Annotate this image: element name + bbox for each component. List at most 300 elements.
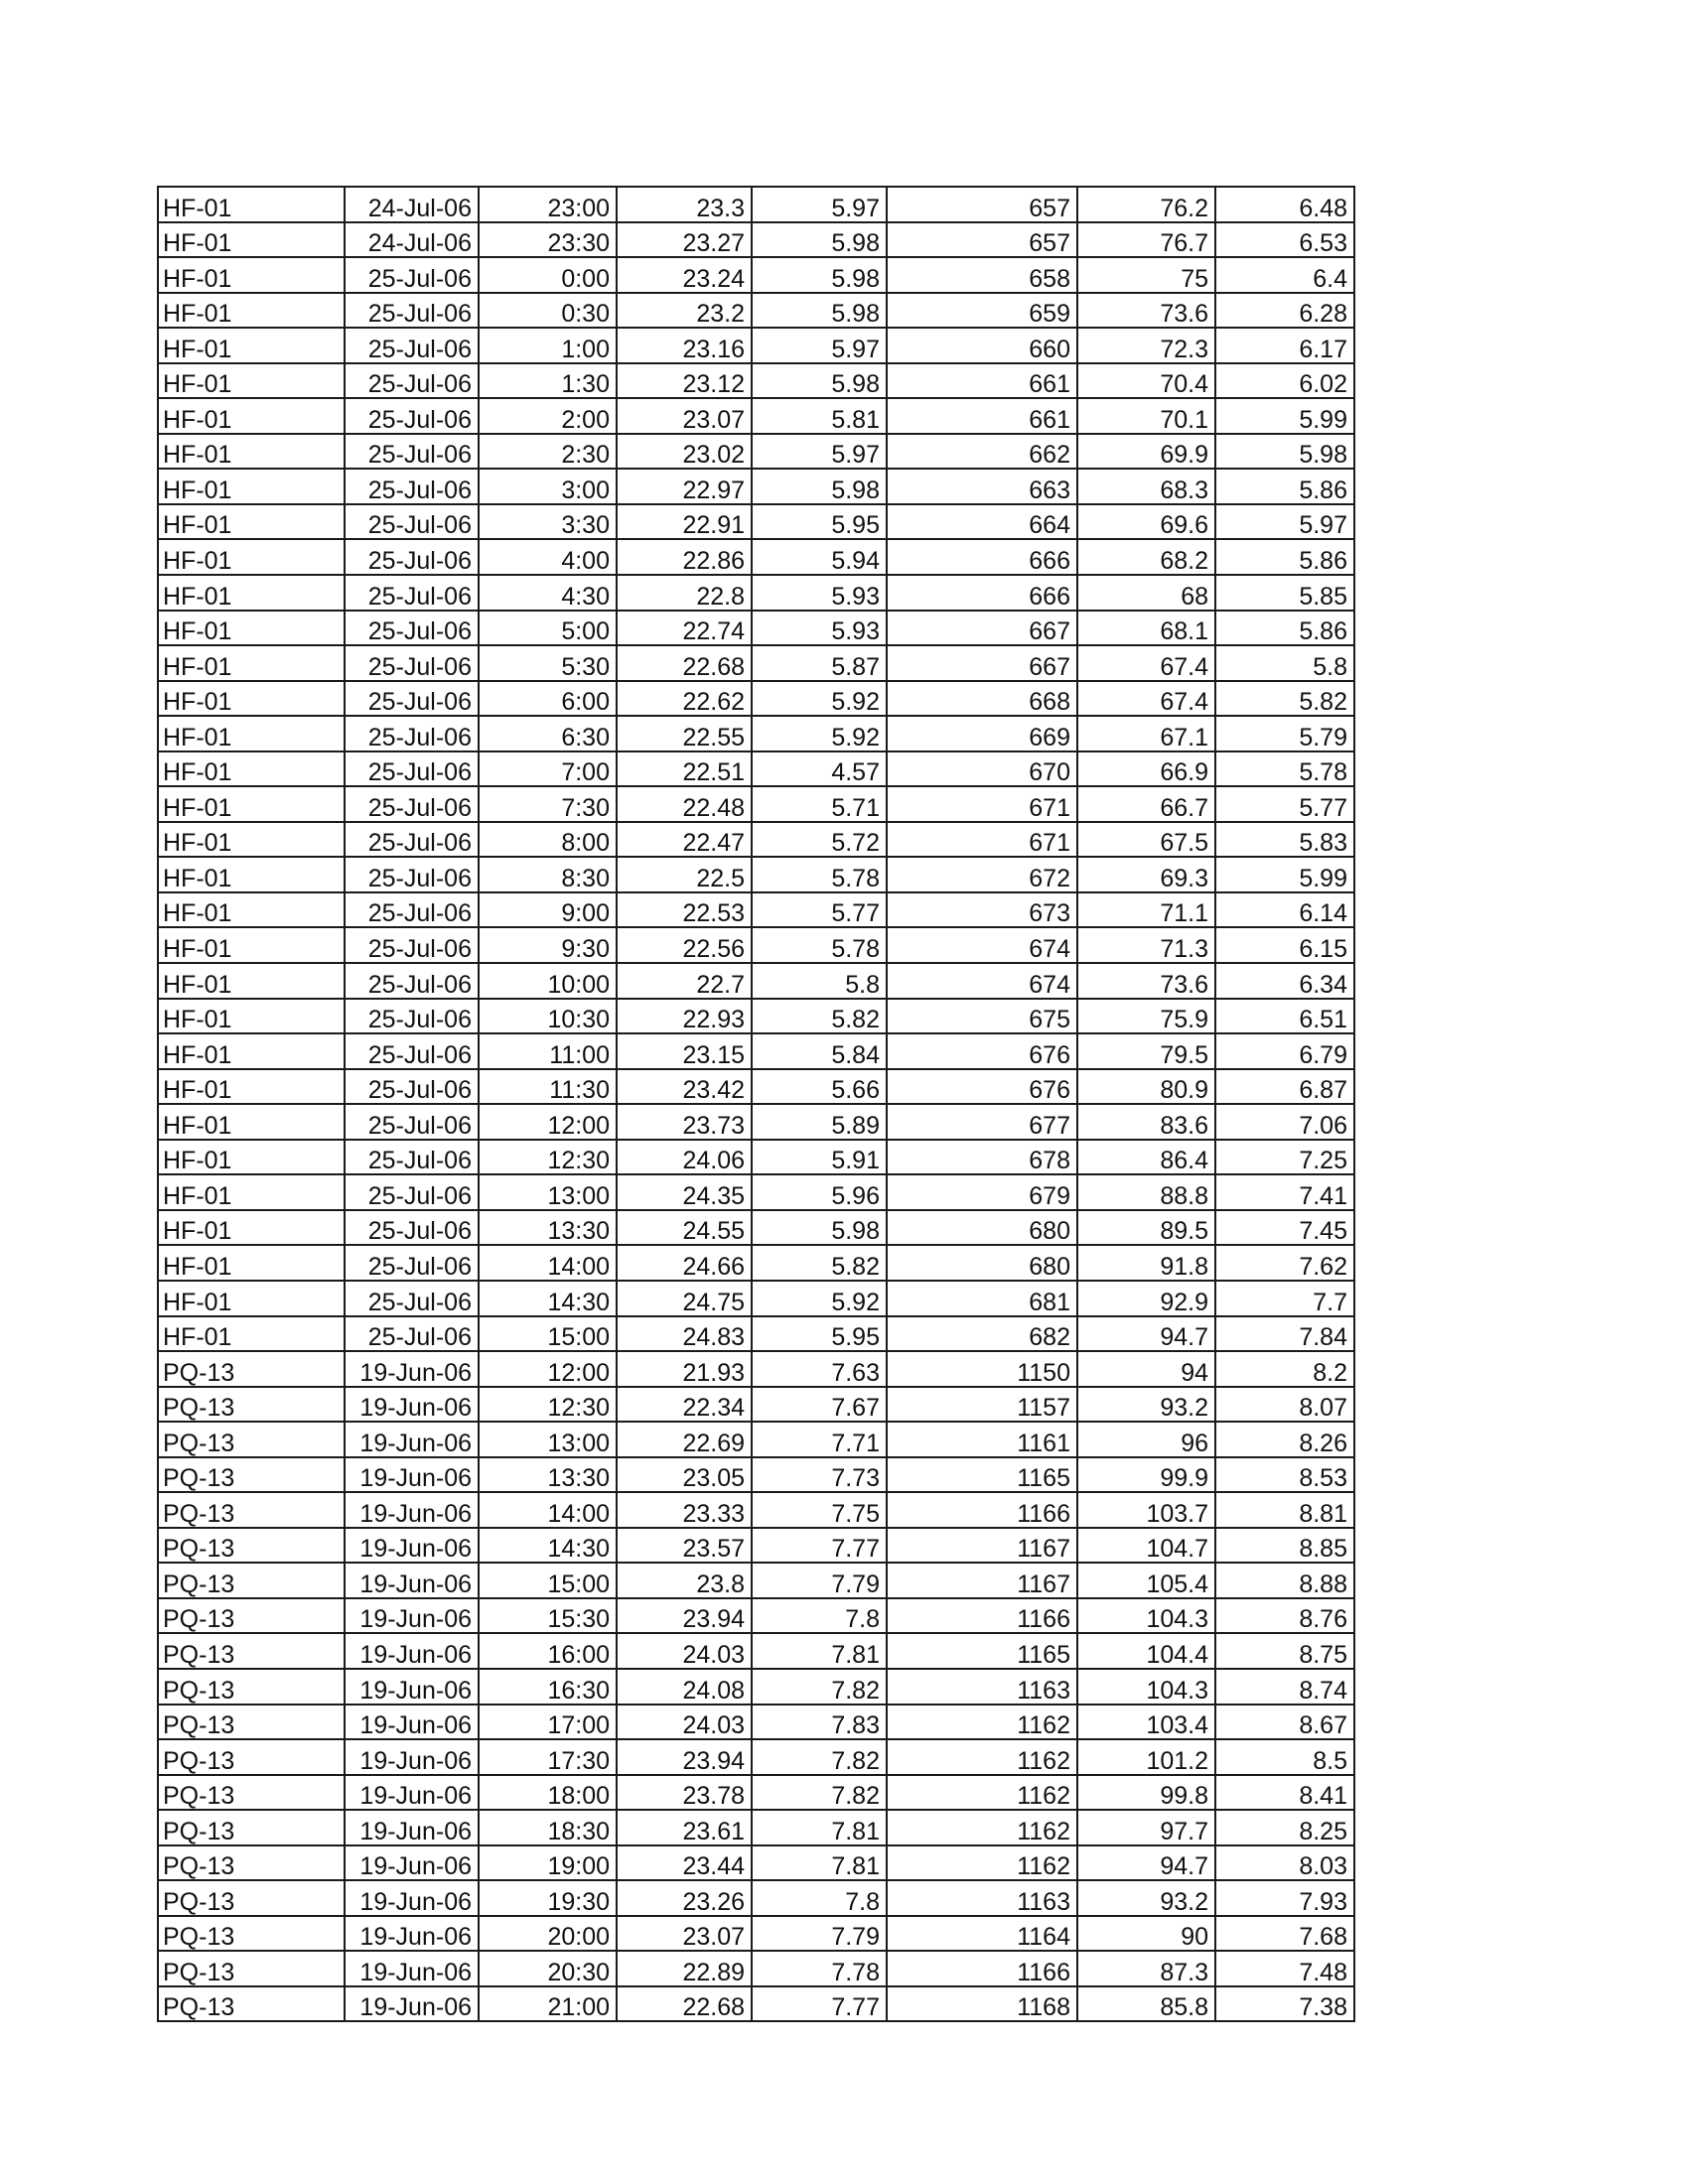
date-cell: 19-Jun-06 [345, 1951, 479, 1986]
value-cell: 7.38 [1215, 1986, 1354, 2022]
table-row [158, 1140, 1354, 1175]
table-row [158, 1775, 1354, 1811]
value-cell: 5.82 [1215, 681, 1354, 717]
table-row [158, 1598, 1354, 1634]
value-cell: 23.3 [617, 187, 752, 222]
value-cell: 6.34 [1215, 963, 1354, 999]
value-cell: 659 [887, 293, 1077, 329]
site-cell: HF-01 [158, 434, 345, 470]
value-cell: 7.63 [752, 1351, 887, 1387]
site-cell: PQ-13 [158, 1845, 345, 1881]
value-cell: 8.67 [1215, 1705, 1354, 1740]
value-cell: 22.68 [617, 1986, 752, 2022]
date-cell: 25-Jul-06 [345, 257, 479, 293]
table-row [158, 257, 1354, 293]
table-row [158, 611, 1354, 646]
value-cell: 22.51 [617, 751, 752, 787]
site-cell: PQ-13 [158, 1492, 345, 1528]
date-cell: 19-Jun-06 [345, 1422, 479, 1457]
value-cell: 1168 [887, 1986, 1077, 2022]
value-cell: 6.15 [1215, 927, 1354, 963]
value-cell: 666 [887, 575, 1077, 611]
time-cell: 14:30 [479, 1281, 617, 1316]
value-cell: 5.99 [1215, 857, 1354, 892]
table-row [158, 822, 1354, 858]
table-row [158, 1069, 1354, 1105]
time-cell: 5:30 [479, 645, 617, 681]
value-cell: 682 [887, 1316, 1077, 1352]
value-cell: 23.61 [617, 1810, 752, 1845]
value-cell: 104.3 [1077, 1598, 1215, 1634]
site-cell: HF-01 [158, 293, 345, 329]
time-cell: 11:30 [479, 1069, 617, 1105]
time-cell: 2:00 [479, 398, 617, 434]
value-cell: 22.89 [617, 1951, 752, 1986]
value-cell: 5.98 [1215, 434, 1354, 470]
value-cell: 73.6 [1077, 963, 1215, 999]
value-cell: 6.02 [1215, 363, 1354, 399]
value-cell: 660 [887, 328, 1077, 363]
date-cell: 25-Jul-06 [345, 328, 479, 363]
value-cell: 1165 [887, 1457, 1077, 1493]
value-cell: 1163 [887, 1669, 1077, 1705]
site-cell: HF-01 [158, 187, 345, 222]
time-cell: 8:00 [479, 822, 617, 858]
value-cell: 678 [887, 1140, 1077, 1175]
table-row [158, 1387, 1354, 1423]
site-cell: HF-01 [158, 751, 345, 787]
date-cell: 25-Jul-06 [345, 469, 479, 504]
time-cell: 21:00 [479, 1986, 617, 2022]
date-cell: 25-Jul-06 [345, 892, 479, 928]
value-cell: 6.51 [1215, 999, 1354, 1034]
time-cell: 12:00 [479, 1104, 617, 1140]
date-cell: 25-Jul-06 [345, 504, 479, 540]
value-cell: 23.15 [617, 1033, 752, 1069]
value-cell: 69.6 [1077, 504, 1215, 540]
value-cell: 4.57 [752, 751, 887, 787]
table-row [158, 539, 1354, 575]
value-cell: 675 [887, 999, 1077, 1034]
value-cell: 6.4 [1215, 257, 1354, 293]
value-cell: 23.05 [617, 1457, 752, 1493]
value-cell: 666 [887, 539, 1077, 575]
date-cell: 19-Jun-06 [345, 1598, 479, 1634]
date-cell: 25-Jul-06 [345, 645, 479, 681]
value-cell: 671 [887, 822, 1077, 858]
value-cell: 23.27 [617, 222, 752, 258]
site-cell: HF-01 [158, 927, 345, 963]
value-cell: 23.26 [617, 1880, 752, 1916]
date-cell: 25-Jul-06 [345, 927, 479, 963]
value-cell: 24.03 [617, 1633, 752, 1669]
value-cell: 96 [1077, 1422, 1215, 1457]
time-cell: 0:00 [479, 257, 617, 293]
value-cell: 5.97 [752, 187, 887, 222]
value-cell: 5.98 [752, 1210, 887, 1246]
time-cell: 8:30 [479, 857, 617, 892]
table-row [158, 1951, 1354, 1986]
value-cell: 5.82 [752, 999, 887, 1034]
date-cell: 25-Jul-06 [345, 1281, 479, 1316]
value-cell: 88.8 [1077, 1174, 1215, 1210]
value-cell: 676 [887, 1033, 1077, 1069]
value-cell: 5.91 [752, 1140, 887, 1175]
value-cell: 7.7 [1215, 1281, 1354, 1316]
table-row [158, 857, 1354, 892]
value-cell: 21.93 [617, 1351, 752, 1387]
value-cell: 68.3 [1077, 469, 1215, 504]
value-cell: 1166 [887, 1492, 1077, 1528]
value-cell: 5.89 [752, 1104, 887, 1140]
value-cell: 23.33 [617, 1492, 752, 1528]
site-cell: HF-01 [158, 328, 345, 363]
site-cell: HF-01 [158, 539, 345, 575]
value-cell: 99.9 [1077, 1457, 1215, 1493]
value-cell: 5.94 [752, 539, 887, 575]
value-cell: 8.07 [1215, 1387, 1354, 1423]
value-cell: 24.75 [617, 1281, 752, 1316]
value-cell: 1157 [887, 1387, 1077, 1423]
value-cell: 7.06 [1215, 1104, 1354, 1140]
value-cell: 69.3 [1077, 857, 1215, 892]
site-cell: PQ-13 [158, 1633, 345, 1669]
value-cell: 22.34 [617, 1387, 752, 1423]
date-cell: 25-Jul-06 [345, 1033, 479, 1069]
value-cell: 5.97 [752, 434, 887, 470]
value-cell: 97.7 [1077, 1810, 1215, 1845]
value-cell: 8.74 [1215, 1669, 1354, 1705]
value-cell: 71.1 [1077, 892, 1215, 928]
value-cell: 5.85 [1215, 575, 1354, 611]
date-cell: 19-Jun-06 [345, 1492, 479, 1528]
date-cell: 25-Jul-06 [345, 681, 479, 717]
site-cell: HF-01 [158, 786, 345, 822]
date-cell: 19-Jun-06 [345, 1633, 479, 1669]
value-cell: 679 [887, 1174, 1077, 1210]
time-cell: 16:00 [479, 1633, 617, 1669]
value-cell: 22.55 [617, 716, 752, 751]
table-row [158, 293, 1354, 329]
site-cell: HF-01 [158, 1069, 345, 1105]
site-cell: HF-01 [158, 1245, 345, 1281]
value-cell: 67.5 [1077, 822, 1215, 858]
value-cell: 22.91 [617, 504, 752, 540]
value-cell: 75.9 [1077, 999, 1215, 1034]
site-cell: HF-01 [158, 611, 345, 646]
value-cell: 1164 [887, 1916, 1077, 1952]
value-cell: 5.96 [752, 1174, 887, 1210]
value-cell: 99.8 [1077, 1775, 1215, 1811]
site-cell: PQ-13 [158, 1528, 345, 1564]
time-cell: 12:00 [479, 1351, 617, 1387]
value-cell: 83.6 [1077, 1104, 1215, 1140]
site-cell: HF-01 [158, 504, 345, 540]
value-cell: 103.7 [1077, 1492, 1215, 1528]
value-cell: 24.66 [617, 1245, 752, 1281]
table-row [158, 187, 1354, 222]
value-cell: 7.84 [1215, 1316, 1354, 1352]
value-cell: 80.9 [1077, 1069, 1215, 1105]
value-cell: 8.25 [1215, 1810, 1354, 1845]
value-cell: 70.4 [1077, 363, 1215, 399]
value-cell: 7.82 [752, 1739, 887, 1775]
value-cell: 661 [887, 363, 1077, 399]
time-cell: 15:00 [479, 1563, 617, 1598]
value-cell: 8.2 [1215, 1351, 1354, 1387]
table-row [158, 1422, 1354, 1457]
value-cell: 7.83 [752, 1705, 887, 1740]
value-cell: 68.2 [1077, 539, 1215, 575]
value-cell: 22.97 [617, 469, 752, 504]
value-cell: 23.24 [617, 257, 752, 293]
site-cell: HF-01 [158, 575, 345, 611]
value-cell: 680 [887, 1210, 1077, 1246]
time-cell: 15:30 [479, 1598, 617, 1634]
value-cell: 22.53 [617, 892, 752, 928]
date-cell: 25-Jul-06 [345, 611, 479, 646]
data-table [157, 186, 1355, 2022]
value-cell: 1150 [887, 1351, 1077, 1387]
table-row [158, 434, 1354, 470]
value-cell: 8.03 [1215, 1845, 1354, 1881]
site-cell: HF-01 [158, 1210, 345, 1246]
value-cell: 87.3 [1077, 1951, 1215, 1986]
value-cell: 94.7 [1077, 1845, 1215, 1881]
table-row [158, 1281, 1354, 1316]
value-cell: 67.4 [1077, 645, 1215, 681]
value-cell: 6.79 [1215, 1033, 1354, 1069]
date-cell: 25-Jul-06 [345, 822, 479, 858]
date-cell: 24-Jul-06 [345, 222, 479, 258]
time-cell: 17:00 [479, 1705, 617, 1740]
site-cell: HF-01 [158, 857, 345, 892]
value-cell: 5.87 [752, 645, 887, 681]
value-cell: 5.77 [1215, 786, 1354, 822]
value-cell: 23.12 [617, 363, 752, 399]
value-cell: 7.25 [1215, 1140, 1354, 1175]
value-cell: 6.14 [1215, 892, 1354, 928]
value-cell: 7.67 [752, 1387, 887, 1423]
site-cell: PQ-13 [158, 1598, 345, 1634]
value-cell: 68 [1077, 575, 1215, 611]
date-cell: 25-Jul-06 [345, 1210, 479, 1246]
value-cell: 5.78 [752, 857, 887, 892]
value-cell: 22.56 [617, 927, 752, 963]
value-cell: 24.35 [617, 1174, 752, 1210]
value-cell: 104.4 [1077, 1633, 1215, 1669]
time-cell: 20:00 [479, 1916, 617, 1952]
time-cell: 12:30 [479, 1387, 617, 1423]
value-cell: 70.1 [1077, 398, 1215, 434]
table-row [158, 1210, 1354, 1246]
date-cell: 19-Jun-06 [345, 1916, 479, 1952]
date-cell: 25-Jul-06 [345, 1140, 479, 1175]
date-cell: 19-Jun-06 [345, 1457, 479, 1493]
time-cell: 13:30 [479, 1457, 617, 1493]
time-cell: 4:30 [479, 575, 617, 611]
time-cell: 14:30 [479, 1528, 617, 1564]
site-cell: PQ-13 [158, 1880, 345, 1916]
value-cell: 5.92 [752, 681, 887, 717]
date-cell: 19-Jun-06 [345, 1351, 479, 1387]
value-cell: 6.87 [1215, 1069, 1354, 1105]
value-cell: 1162 [887, 1705, 1077, 1740]
time-cell: 5:00 [479, 611, 617, 646]
table-row [158, 222, 1354, 258]
date-cell: 19-Jun-06 [345, 1880, 479, 1916]
date-cell: 19-Jun-06 [345, 1810, 479, 1845]
value-cell: 7.81 [752, 1810, 887, 1845]
value-cell: 22.8 [617, 575, 752, 611]
value-cell: 674 [887, 927, 1077, 963]
table-row [158, 1492, 1354, 1528]
value-cell: 664 [887, 504, 1077, 540]
time-cell: 9:30 [479, 927, 617, 963]
site-cell: HF-01 [158, 716, 345, 751]
date-cell: 19-Jun-06 [345, 1739, 479, 1775]
value-cell: 23.94 [617, 1739, 752, 1775]
value-cell: 661 [887, 398, 1077, 434]
value-cell: 5.97 [1215, 504, 1354, 540]
value-cell: 8.81 [1215, 1492, 1354, 1528]
value-cell: 22.48 [617, 786, 752, 822]
table-row [158, 751, 1354, 787]
value-cell: 1162 [887, 1775, 1077, 1811]
value-cell: 7.62 [1215, 1245, 1354, 1281]
value-cell: 7.77 [752, 1528, 887, 1564]
value-cell: 5.95 [752, 1316, 887, 1352]
time-cell: 1:30 [479, 363, 617, 399]
value-cell: 8.76 [1215, 1598, 1354, 1634]
table-row [158, 328, 1354, 363]
site-cell: HF-01 [158, 363, 345, 399]
table-row [158, 1633, 1354, 1669]
value-cell: 22.69 [617, 1422, 752, 1457]
value-cell: 680 [887, 1245, 1077, 1281]
value-cell: 5.72 [752, 822, 887, 858]
value-cell: 1165 [887, 1633, 1077, 1669]
value-cell: 8.26 [1215, 1422, 1354, 1457]
value-cell: 7.82 [752, 1669, 887, 1705]
value-cell: 7.41 [1215, 1174, 1354, 1210]
value-cell: 7.48 [1215, 1951, 1354, 1986]
time-cell: 18:30 [479, 1810, 617, 1845]
table-row [158, 1705, 1354, 1740]
time-cell: 14:00 [479, 1245, 617, 1281]
value-cell: 22.93 [617, 999, 752, 1034]
date-cell: 25-Jul-06 [345, 539, 479, 575]
site-cell: PQ-13 [158, 1669, 345, 1705]
site-cell: HF-01 [158, 822, 345, 858]
value-cell: 23.42 [617, 1069, 752, 1105]
value-cell: 5.92 [752, 716, 887, 751]
value-cell: 71.3 [1077, 927, 1215, 963]
time-cell: 3:30 [479, 504, 617, 540]
value-cell: 22.5 [617, 857, 752, 892]
table-row [158, 1916, 1354, 1952]
table-row [158, 999, 1354, 1034]
value-cell: 68.1 [1077, 611, 1215, 646]
date-cell: 25-Jul-06 [345, 293, 479, 329]
value-cell: 1167 [887, 1563, 1077, 1598]
value-cell: 7.79 [752, 1563, 887, 1598]
time-cell: 16:30 [479, 1669, 617, 1705]
value-cell: 7.93 [1215, 1880, 1354, 1916]
site-cell: HF-01 [158, 1316, 345, 1352]
time-cell: 18:00 [479, 1775, 617, 1811]
value-cell: 7.82 [752, 1775, 887, 1811]
date-cell: 25-Jul-06 [345, 398, 479, 434]
value-cell: 5.92 [752, 1281, 887, 1316]
time-cell: 14:00 [479, 1492, 617, 1528]
date-cell: 25-Jul-06 [345, 363, 479, 399]
site-cell: PQ-13 [158, 1916, 345, 1952]
value-cell: 66.9 [1077, 751, 1215, 787]
time-cell: 6:00 [479, 681, 617, 717]
table-row [158, 1351, 1354, 1387]
value-cell: 94 [1077, 1351, 1215, 1387]
value-cell: 5.86 [1215, 611, 1354, 646]
time-cell: 23:00 [479, 187, 617, 222]
value-cell: 24.06 [617, 1140, 752, 1175]
site-cell: HF-01 [158, 1033, 345, 1069]
value-cell: 677 [887, 1104, 1077, 1140]
time-cell: 13:00 [479, 1174, 617, 1210]
time-cell: 7:30 [479, 786, 617, 822]
value-cell: 24.55 [617, 1210, 752, 1246]
table-row [158, 469, 1354, 504]
value-cell: 7.71 [752, 1422, 887, 1457]
value-cell: 7.73 [752, 1457, 887, 1493]
value-cell: 75 [1077, 257, 1215, 293]
value-cell: 104.3 [1077, 1669, 1215, 1705]
value-cell: 23.16 [617, 328, 752, 363]
value-cell: 1162 [887, 1810, 1077, 1845]
value-cell: 8.85 [1215, 1528, 1354, 1564]
value-cell: 94.7 [1077, 1316, 1215, 1352]
date-cell: 25-Jul-06 [345, 716, 479, 751]
value-cell: 101.2 [1077, 1739, 1215, 1775]
value-cell: 5.8 [752, 963, 887, 999]
value-cell: 5.81 [752, 398, 887, 434]
value-cell: 5.66 [752, 1069, 887, 1105]
table-row [158, 1528, 1354, 1564]
time-cell: 12:30 [479, 1140, 617, 1175]
date-cell: 25-Jul-06 [345, 1104, 479, 1140]
value-cell: 24.83 [617, 1316, 752, 1352]
value-cell: 23.73 [617, 1104, 752, 1140]
time-cell: 0:30 [479, 293, 617, 329]
table-row [158, 398, 1354, 434]
value-cell: 676 [887, 1069, 1077, 1105]
value-cell: 667 [887, 645, 1077, 681]
site-cell: PQ-13 [158, 1387, 345, 1423]
value-cell: 7.45 [1215, 1210, 1354, 1246]
site-cell: HF-01 [158, 1174, 345, 1210]
value-cell: 6.17 [1215, 328, 1354, 363]
value-cell: 657 [887, 222, 1077, 258]
value-cell: 1166 [887, 1951, 1077, 1986]
time-cell: 2:30 [479, 434, 617, 470]
value-cell: 668 [887, 681, 1077, 717]
date-cell: 24-Jul-06 [345, 187, 479, 222]
time-cell: 23:30 [479, 222, 617, 258]
table-row [158, 963, 1354, 999]
value-cell: 5.86 [1215, 539, 1354, 575]
value-cell: 5.98 [752, 469, 887, 504]
site-cell: HF-01 [158, 963, 345, 999]
